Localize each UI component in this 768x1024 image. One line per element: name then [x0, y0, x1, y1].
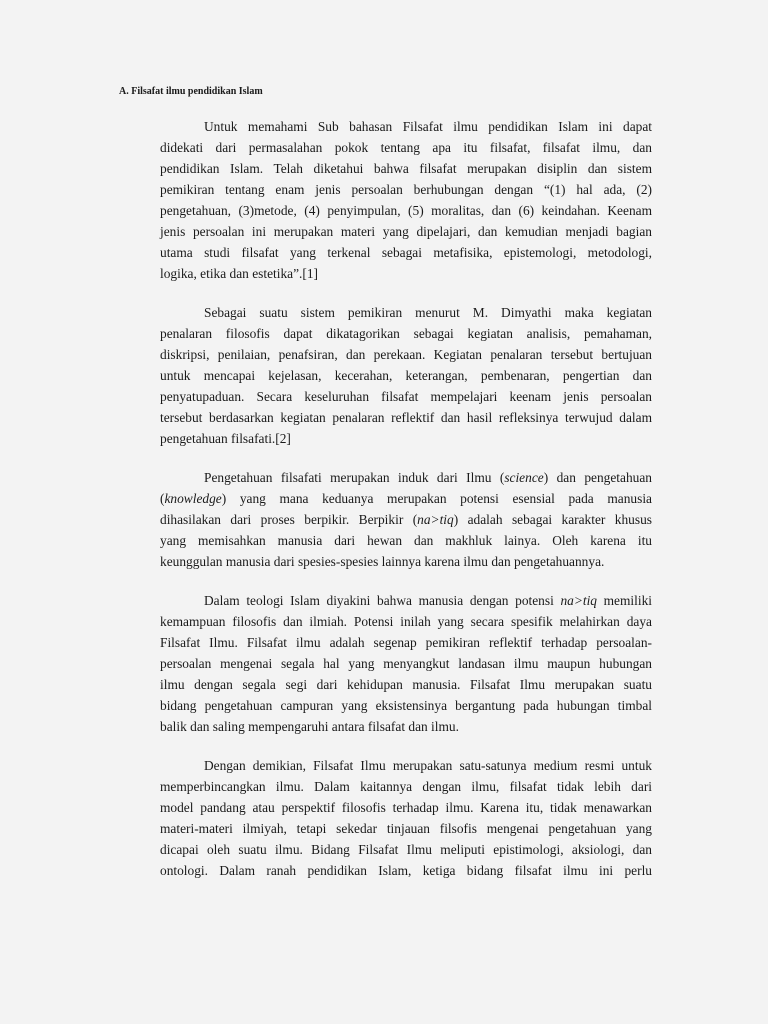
- text-line: persoalan mengenai segala hal yang menyangkut landasan ilmu maupun hubungan: [160, 656, 652, 671]
- text-line: Dengan demikian, Filsafat Ilmu merupakan satu-satunya medium resmi untuk: [204, 758, 652, 773]
- text-line: logika, etika dan estetika”.[1]: [160, 266, 319, 281]
- italic-term: na>tiq: [560, 593, 598, 608]
- text-line: ontologi. Dalam ranah pendidikan Islam, ketiga bidang filsafat ilmu ini perlu: [160, 863, 652, 878]
- italic-term: knowledge: [164, 491, 222, 506]
- paragraph-3: [160, 467, 652, 572]
- paragraph-4: [160, 590, 652, 737]
- body-text: [160, 116, 652, 899]
- text-line: penalaran filosofis dapat dikatagorikan sebagai kegiatan analisis, pemahaman,: [160, 326, 652, 341]
- text-run: memiliki: [597, 593, 652, 608]
- text-line: pengetahuan, (3)metode, (4) penyimpulan, (5) moralitas, dan (6) keindahan. Keenam: [160, 203, 652, 218]
- text-line: model pandang atau perspektif filosofis terhadap ilmu. Karena itu, tidak menawarkan: [160, 800, 652, 815]
- text-line: Sebagai suatu sistem pemikiran menurut M. Dimyathi maka kegiatan: [204, 305, 652, 320]
- text-line: yang memisahkan manusia dari hewan dan makhluk lainya. Oleh karena itu: [160, 533, 652, 548]
- text-line: didekati dari permasalahan pokok tentang apa itu filsafat, filsafat ilmu, dan: [160, 140, 652, 155]
- text-line: balik dan saling mempengaruhi antara filsafat dan ilmu.: [160, 719, 459, 734]
- paragraph-1: [160, 116, 652, 284]
- text-line: tersebut berdasarkan kegiatan penalaran reflektif dan hasil refleksinya terwujud dalam: [160, 410, 652, 425]
- section-heading: A. Filsafat ilmu pendidikan Islam: [119, 86, 263, 97]
- text-line: [160, 467, 652, 488]
- text-run: (: [160, 491, 165, 506]
- text-line: pengetahuan filsafati.[2]: [160, 431, 291, 446]
- text-run: ) yang mana keduanya merupakan potensi esensial pada manusia: [221, 491, 652, 506]
- text-line: utama studi filsafat yang terkenal sebagai metafisika, epistemologi, metodologi,: [160, 245, 652, 260]
- text-line: kemampuan filosofis dan ilmiah. Potensi inilah yang secara spesifik melahirkan daya: [160, 614, 652, 629]
- text-line: pendidikan Islam. Telah diketahui bahwa filsafat merupakan disiplin dan sistem: [160, 161, 652, 176]
- text-line: dicapai oleh suatu ilmu. Bidang Filsafat Ilmu meliputi epistimologi, aksiologi, dan: [160, 842, 652, 857]
- paragraph-5: [160, 755, 652, 881]
- text-run: Pengetahuan filsafati merupakan induk dari Ilmu (: [204, 470, 505, 485]
- text-line: penyatupaduan. Secara keseluruhan filsafat mempelajari keenam jenis persoalan: [160, 389, 652, 404]
- text-line: ilmu dengan segala segi dari kehidupan manusia. Filsafat Ilmu merupakan suatu: [160, 677, 652, 692]
- text-line: jenis persoalan ini merupakan materi yang dipelajari, dan kemudian menjadi bagian: [160, 224, 652, 239]
- text-line: materi-materi ilmiyah, tetapi sekedar tinjauan filsofis mengenai pengetahuan yang: [160, 821, 652, 836]
- text-line: untuk mencapai kejelasan, kecerahan, keterangan, pembenaran, pengertian dan: [160, 368, 652, 383]
- text-line: [160, 509, 652, 530]
- text-line: diskripsi, penilaian, penafsiran, dan perekaan. Kegiatan penalaran tersebut bertujuan: [160, 347, 652, 362]
- text-run: ) dan pengetahuan: [543, 470, 652, 485]
- text-run: ) adalah sebagai karakter khusus: [453, 512, 652, 527]
- paragraph-2: [160, 302, 652, 449]
- text-line: [160, 488, 652, 509]
- text-line: Untuk memahami Sub bahasan Filsafat ilmu pendidikan Islam ini dapat: [204, 119, 652, 134]
- italic-term: science: [504, 470, 544, 485]
- text-line: pemikiran tentang enam jenis persoalan berhubungan dengan “(1) hal ada, (2): [160, 182, 652, 197]
- text-run: dihasilakan dari proses berpikir. Berpikir (: [160, 512, 418, 527]
- text-line: Filsafat Ilmu. Filsafat ilmu adalah segenap pemikiran reflektif terhadap persoalan-: [160, 635, 652, 650]
- italic-term: na>tiq: [417, 512, 454, 527]
- text-run: Dalam teologi Islam diyakini bahwa manusia dengan potensi: [204, 593, 561, 608]
- text-line: keunggulan manusia dari spesies-spesies lainnya karena ilmu dan pengetahuannya.: [160, 554, 605, 569]
- text-line: bidang pengetahuan campuran yang eksistensinya bergantung pada hubungan timbal: [160, 698, 652, 713]
- text-line: memperbincangkan ilmu. Dalam kaitannya dengan ilmu, filsafat tidak lebih dari: [160, 779, 652, 794]
- text-line: [160, 590, 652, 611]
